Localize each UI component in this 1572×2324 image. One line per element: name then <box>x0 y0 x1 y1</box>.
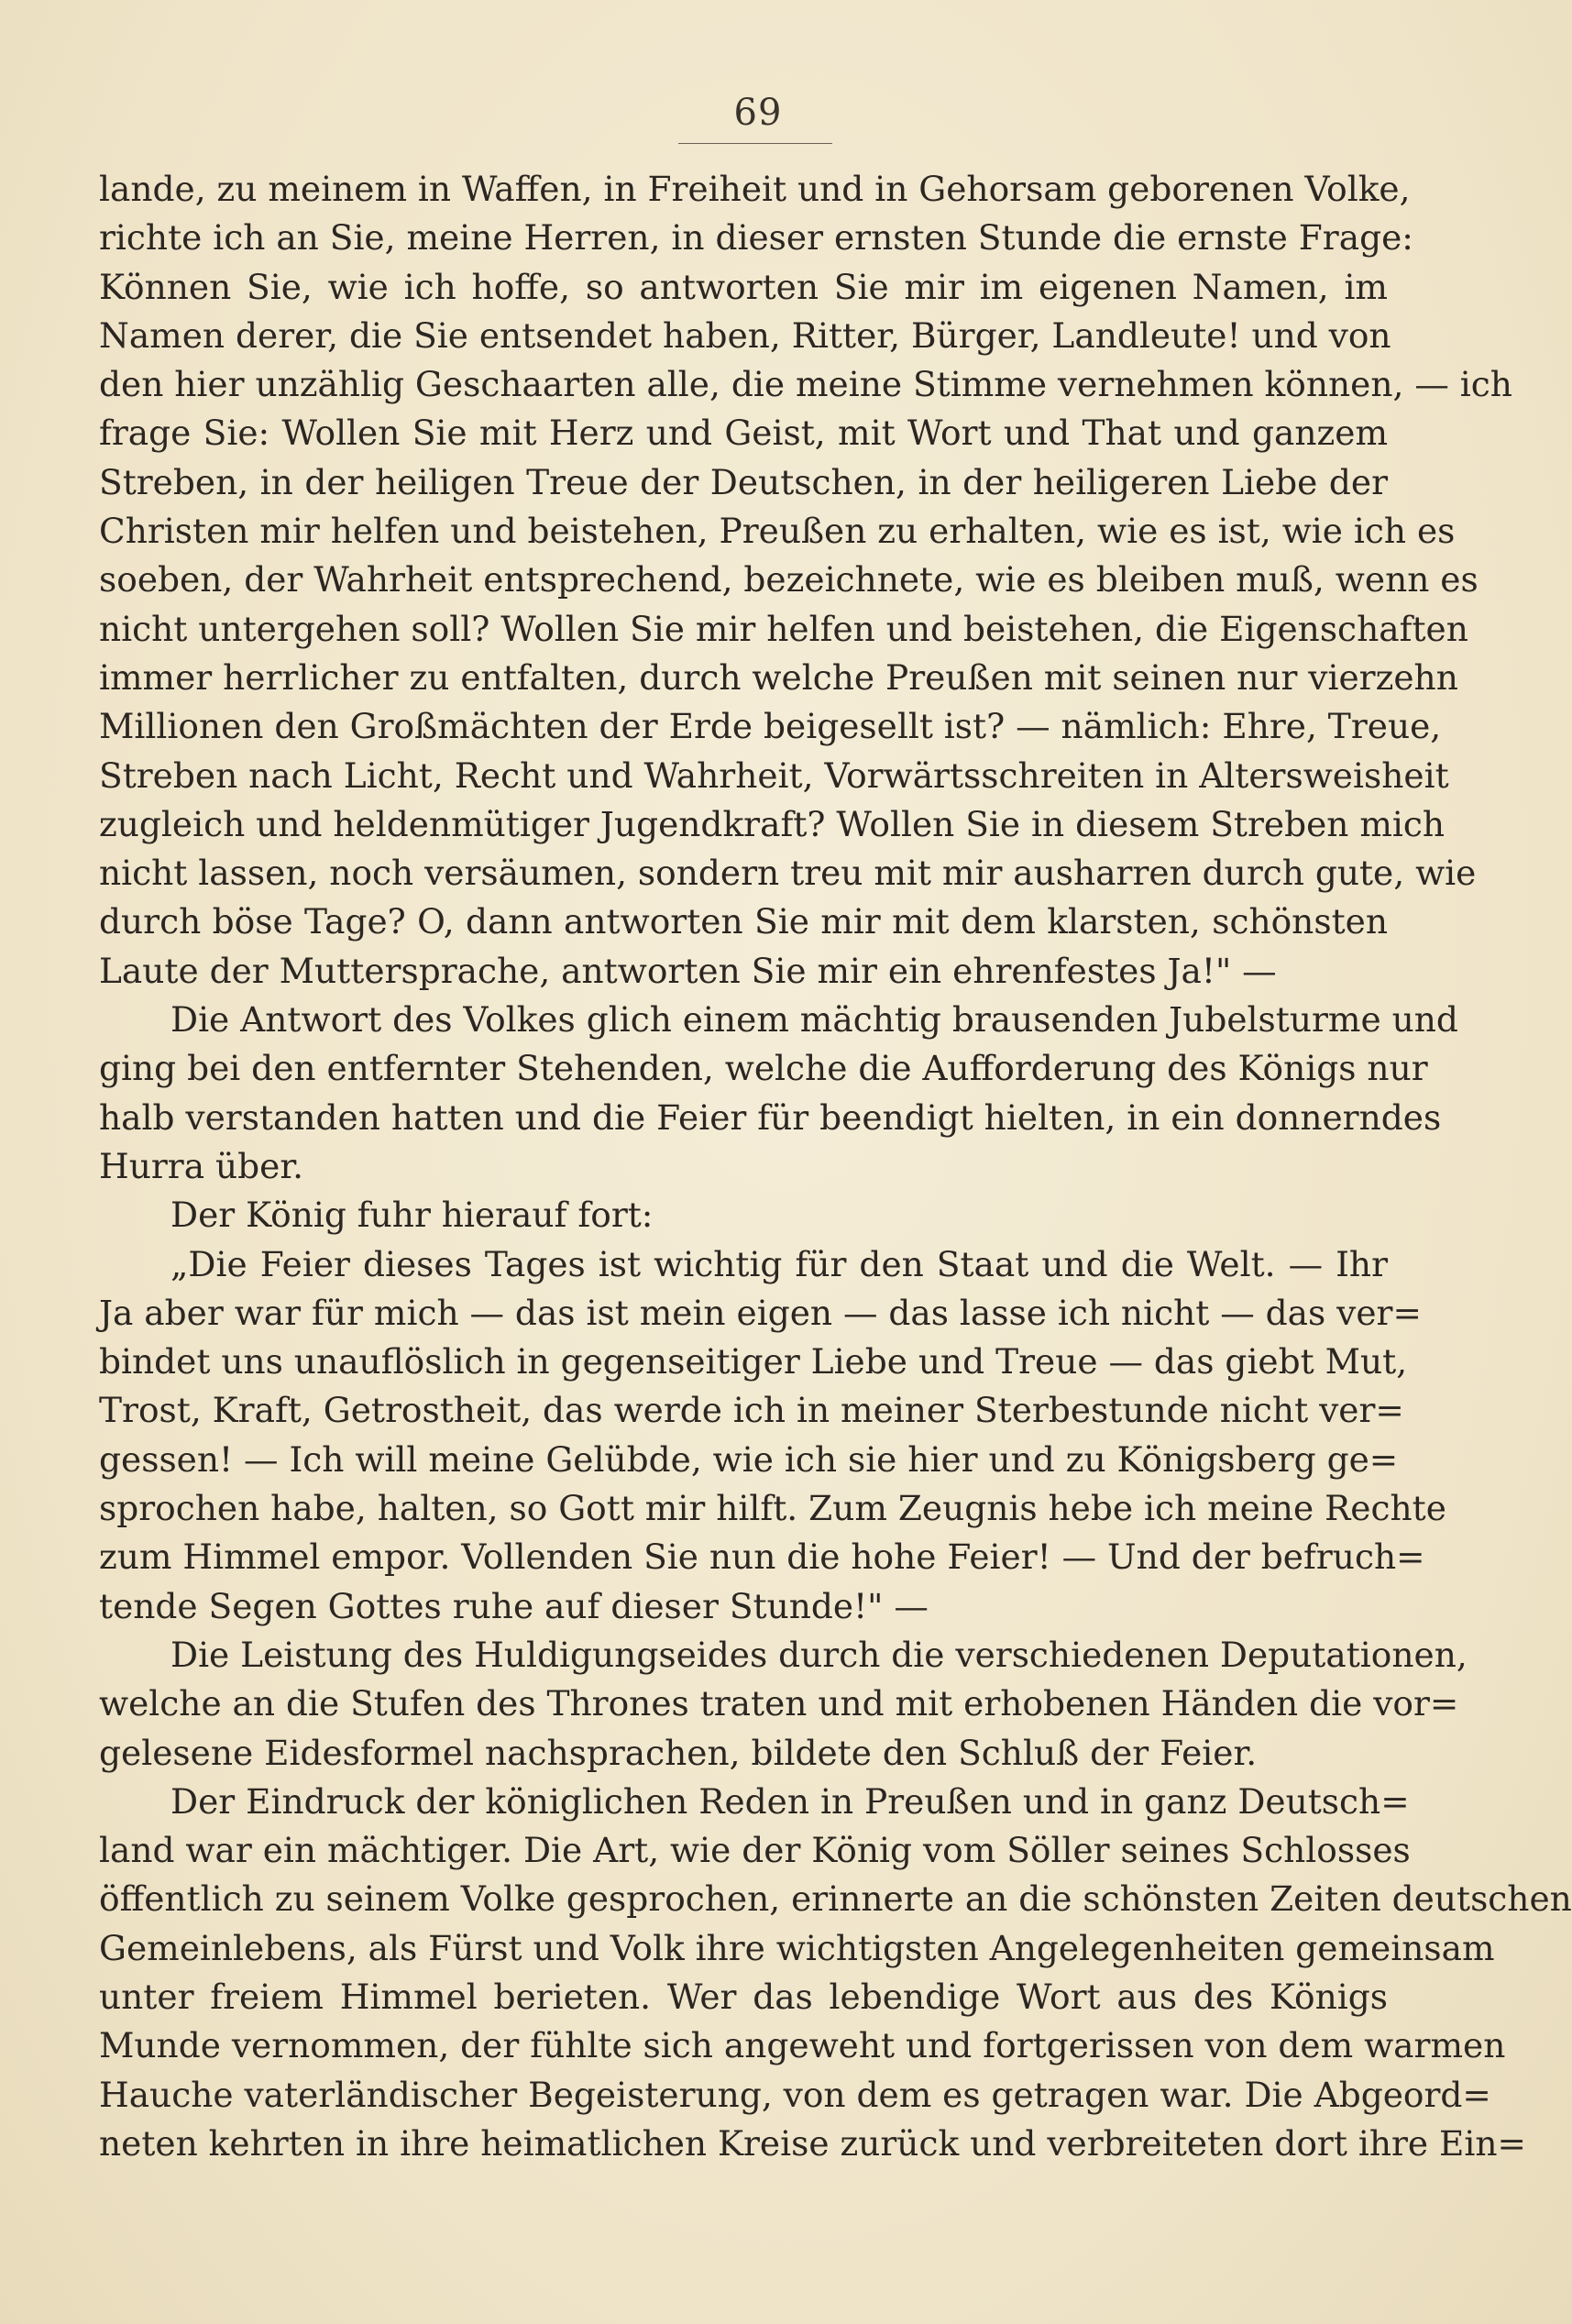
text-line: neten kehrten in ihre heimatlichen Kreise zurück und verbreiteten dort ihre Ein= <box>99 2122 1526 2164</box>
text-line: Namen derer, die Sie entsendet haben, Ritter, Bürger, Landleute! und von <box>99 314 1391 356</box>
text-line: land war ein mächtiger. Die Art, wie der König vom Söller seines Schlosses <box>99 1830 1411 1871</box>
body-text <box>99 165 1572 2168</box>
text-line: Ja aber war für mich — das ist mein eigen — das lasse ich nicht — das ver= <box>99 1292 1422 1333</box>
text-line: Können Sie, wie ich hoffe, so antworten Sie mir im eigenen Namen, im <box>99 266 1388 307</box>
text-line: Millionen den Großmächten der Erde beigesellt ist? — nämlich: Ehre, Treue, <box>99 706 1442 747</box>
text-line: Christen mir helfen und beistehen, Preußen zu erhalten, wie es ist, wie ich es <box>99 511 1456 552</box>
text-line: sprochen habe, halten, so Gott mir hilft. Zum Zeugnis hebe ich meine Rechte <box>99 1488 1446 1529</box>
text-line: welche an die Stufen des Thrones traten und mit erhobenen Händen die vor= <box>99 1683 1459 1724</box>
text-line: Streben, in der heiligen Treue der Deutschen, in der heiligeren Liebe der <box>99 461 1388 502</box>
text-line: tende Segen Gottes ruhe auf dieser Stunde!" — <box>99 1585 929 1626</box>
text-line: gessen! — Ich will meine Gelübde, wie ich sie hier und zu Königsberg ge= <box>99 1438 1399 1480</box>
text-line: ging bei den entfernter Stehenden, welche die Aufforderung des Königs nur <box>99 1048 1428 1089</box>
text-line: Trost, Kraft, Getrostheit, das werde ich in meiner Sterbestunde nicht ver= <box>99 1390 1404 1431</box>
text-line: immer herrlicher zu entfalten, durch welche Preußen mit seinen nur vierzehn <box>99 656 1458 698</box>
text-line: richte ich an Sie, meine Herren, in dieser ernsten Stunde die ernste Frage: <box>99 217 1413 259</box>
text-line: lande, zu meinem in Waffen, in Freiheit und in Gehorsam geborenen Volke, <box>99 169 1411 209</box>
text-line: Hurra über. <box>99 1145 304 1186</box>
text-line: nicht untergehen soll? Wollen Sie mir helfen und beistehen, die Eigenschaften <box>99 608 1468 649</box>
text-line: halb verstanden hatten und die Feier für beendigt hielten, in ein donnerndes <box>99 1096 1442 1138</box>
text-line: Der König fuhr hierauf fort: <box>170 1195 654 1236</box>
page-number: 69 <box>733 92 783 134</box>
text-line: öffentlich zu seinem Volke gesprochen, erinnerte an die schönsten Zeiten deutschen <box>99 1878 1572 1920</box>
header-rule <box>678 143 832 144</box>
text-line: Streben nach Licht, Recht und Wahrheit, Vorwärtsschreiten in Altersweisheit <box>99 754 1449 796</box>
text-line: „Die Feier dieses Tages ist wichtig für den Staat und die Welt. — Ihr <box>170 1243 1388 1284</box>
text-line: Die Antwort des Volkes glich einem mächtig brausenden Jubelsturme und <box>170 999 1458 1041</box>
text-line: frage Sie: Wollen Sie mit Herz und Geist, mit Wort und That und ganzem <box>99 413 1388 454</box>
page-header <box>0 92 1516 134</box>
text-line: Der Eindruck der königlichen Reden in Preußen und in ganz Deutsch= <box>170 1780 1410 1822</box>
text-line: gelesene Eidesformel nachsprachen, bildete den Schluß der Feier. <box>99 1732 1258 1773</box>
text-line: bindet uns unauflöslich in gegenseitiger Liebe und Treue — das giebt Mut, <box>99 1341 1408 1382</box>
text-line: Laute der Muttersprache, antworten Sie mir ein ehrenfestes Ja!" — <box>99 950 1277 991</box>
text-line: den hier unzählig Geschaarten alle, die meine Stimme vernehmen können, — ich <box>99 364 1512 405</box>
text-line: zugleich und heldenmütiger Jugendkraft? Wollen Sie in diesem Streben mich <box>99 803 1446 844</box>
text-line: Die Leistung des Huldigungseides durch die verschiedenen Deputationen, <box>170 1634 1468 1675</box>
text-line: nicht lassen, noch versäumen, sondern treu mit mir ausharren durch gute, wie <box>99 853 1477 894</box>
text-line: zum Himmel empor. Vollenden Sie nun die hohe Feier! — Und der befruch= <box>99 1536 1425 1578</box>
text-line: unter freiem Himmel berieten. Wer das lebendige Wort aus des Königs <box>99 1976 1388 2017</box>
text-line: soeben, der Wahrheit entsprechend, bezeichnete, wie es bleiben muß, wenn es <box>99 559 1479 600</box>
text-line: Hauche vaterländischer Begeisterung, von dem es getragen war. Die Abgeord= <box>99 2074 1491 2115</box>
text-line: Gemeinlebens, als Fürst und Volk ihre wichtigsten Angelegenheiten gemeinsam <box>99 1927 1495 1968</box>
text-line: Munde vernommen, der fühlte sich angeweht und fortgerissen von dem warmen <box>99 2025 1506 2066</box>
text-line: durch böse Tage? O, dann antworten Sie mir mit dem klarsten, schönsten <box>99 901 1388 942</box>
